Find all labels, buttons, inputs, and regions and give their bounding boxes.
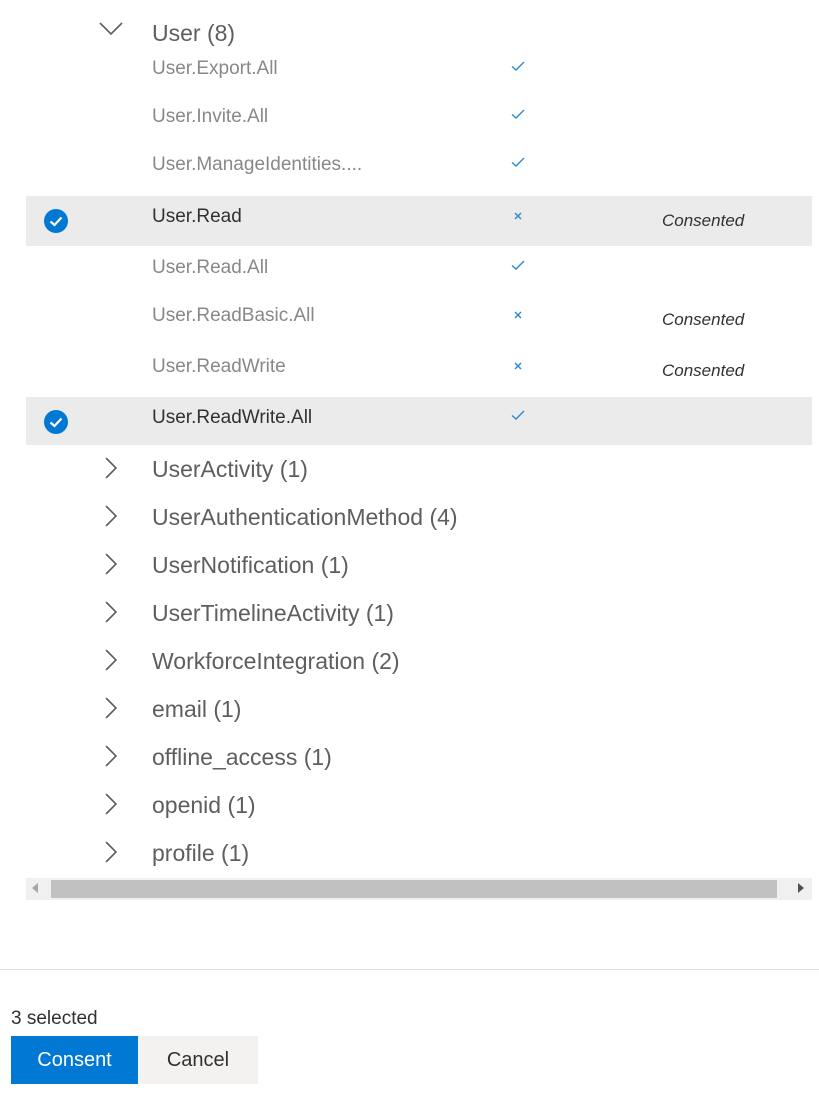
chevron-right-icon [100,503,122,529]
chevron-right-icon [100,551,122,577]
permission-name: User.ReadWrite [152,356,286,377]
permission-row[interactable] [26,295,812,343]
permission-name: User.ManageIdentities.... [152,154,363,175]
chevron-right-icon [100,647,122,673]
group-label: email (1) [152,696,242,722]
group-header-openid[interactable] [0,782,819,830]
permission-row-selected[interactable] [26,196,812,246]
permission-row[interactable] [26,144,812,192]
selected-checkmark-circle-icon[interactable] [43,409,69,435]
chevron-right-icon [100,791,122,817]
group-label: UserNotification (1) [152,552,349,578]
checkmark-icon [510,257,526,273]
chevron-right-icon [100,695,122,721]
permission-row[interactable] [26,247,812,295]
consent-status: Consented [662,310,745,329]
permission-row-selected[interactable] [26,397,812,445]
group-header-email[interactable] [0,686,819,734]
consent-status: Consented [662,211,745,230]
chevron-right-icon [100,455,122,481]
checkmark-icon [510,154,526,170]
scroll-left-arrow-icon[interactable] [32,883,38,893]
permission-name: User.ReadWrite.All [152,407,313,428]
chevron-right-icon [100,839,122,865]
group-header-usernotification[interactable] [0,542,819,590]
group-label: offline_access (1) [152,744,332,770]
group-header-workforceintegration[interactable] [0,638,819,686]
group-label: UserActivity (1) [152,456,308,482]
permission-name: User.Invite.All [152,106,269,127]
group-label: User (8) [152,20,236,46]
consent-button[interactable]: Consent [11,1036,138,1084]
group-label: UserTimelineActivity (1) [152,600,394,626]
group-header-useractivity[interactable] [0,446,819,494]
permission-name: User.Read.All [152,257,269,278]
permission-name: User.Read [152,206,242,227]
group-header-usertimelineactivity[interactable] [0,590,819,638]
selected-count: 3 selected [11,1008,98,1029]
footer-divider [0,969,819,970]
close-icon [510,307,526,323]
chevron-right-icon [100,743,122,769]
permission-row[interactable] [26,346,812,394]
permission-row[interactable] [26,96,812,144]
selected-checkmark-circle-icon[interactable] [43,208,69,234]
horizontal-scrollbar[interactable] [26,878,812,900]
permission-name: User.ReadBasic.All [152,305,315,326]
close-icon [510,358,526,374]
group-header-user[interactable] [0,5,819,45]
checkmark-icon [510,106,526,122]
consent-status: Consented [662,361,745,380]
chevron-down-icon [96,14,126,44]
close-icon [510,208,526,224]
cancel-button[interactable]: Cancel [138,1036,258,1084]
group-label: WorkforceIntegration (2) [152,648,400,674]
group-label: profile (1) [152,840,250,866]
checkmark-icon [510,407,526,423]
group-header-userauthenticationmethod[interactable] [0,494,819,542]
group-label: openid (1) [152,792,256,818]
scrollbar-thumb[interactable] [51,880,777,898]
group-label: UserAuthenticationMethod (4) [152,504,458,530]
permission-name: User.Export.All [152,58,278,79]
chevron-right-icon [100,599,122,625]
scroll-right-arrow-icon[interactable] [798,883,804,893]
permission-row[interactable] [26,48,812,96]
group-header-offline-access[interactable] [0,734,819,782]
checkmark-icon [510,58,526,74]
group-header-profile[interactable] [0,830,819,878]
